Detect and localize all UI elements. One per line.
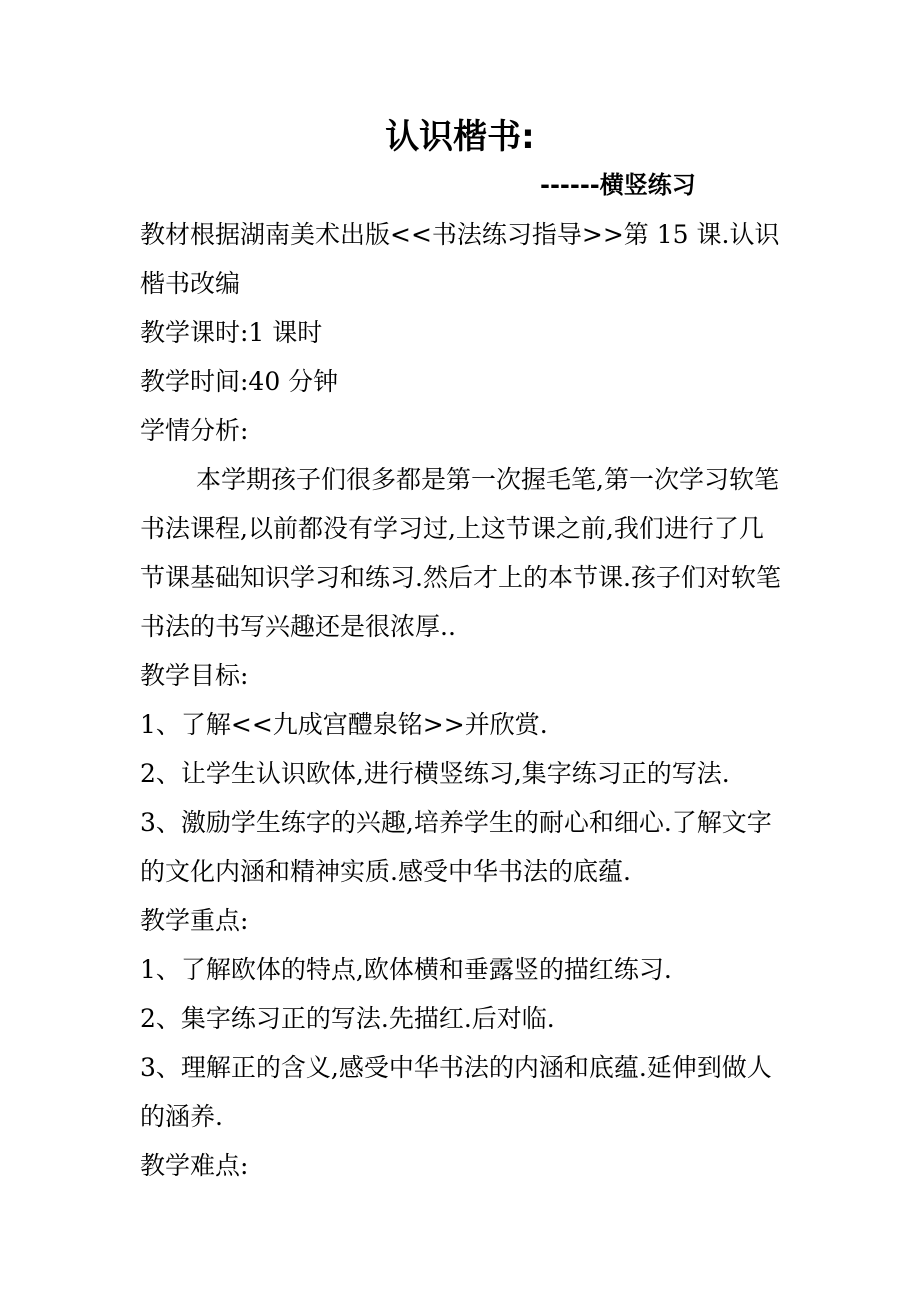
key-point-item: 3、理解正的含义,感受中华书法的内涵和底蕴.延伸到做人的涵养. [140, 1053, 772, 1131]
lesson-time: 教学时间:40 分钟 [140, 367, 339, 396]
key-point-item: 2、集字练习正的写法.先描红.后对临. [140, 1004, 555, 1033]
goal-item: 2、让学生认识欧体,进行横竖练习,集字练习正的写法. [140, 759, 730, 788]
source-line: 教材根据湖南美术出版<<书法练习指导>>第 15 课.认识楷书改编 [140, 220, 780, 298]
goals-heading: 教学目标: [140, 661, 249, 690]
document-body [140, 210, 785, 1190]
difficulties-heading: 教学难点: [140, 1151, 249, 1180]
goal-item: 3、激励学生练字的兴趣,培养学生的耐心和细心.了解文字的文化内涵和精神实质.感受中华书法的底蕴. [140, 808, 772, 886]
lesson-hours: 教学课时:1 课时 [140, 318, 323, 347]
key-points-heading: 教学重点: [140, 906, 249, 935]
document-title: 认识楷书: [385, 117, 535, 157]
key-point-item: 1、了解欧体的特点,欧体横和垂露竖的描红练习. [140, 955, 672, 984]
analysis-paragraph: 本学期孩子们很多都是第一次握毛笔,第一次学习软笔书法课程,以前都没有学习过,上这节课之前,我们进行了几节课基础知识学习和练习.然后才上的本节课.孩子们对软笔书法的书写兴趣还是很浓厚.. [140, 465, 781, 641]
goal-item: 1、了解<<九成宫醴泉铭>>并欣赏. [140, 710, 548, 739]
analysis-heading: 学情分析: [140, 416, 249, 445]
document-subtitle: ------横竖练习 [540, 171, 696, 199]
